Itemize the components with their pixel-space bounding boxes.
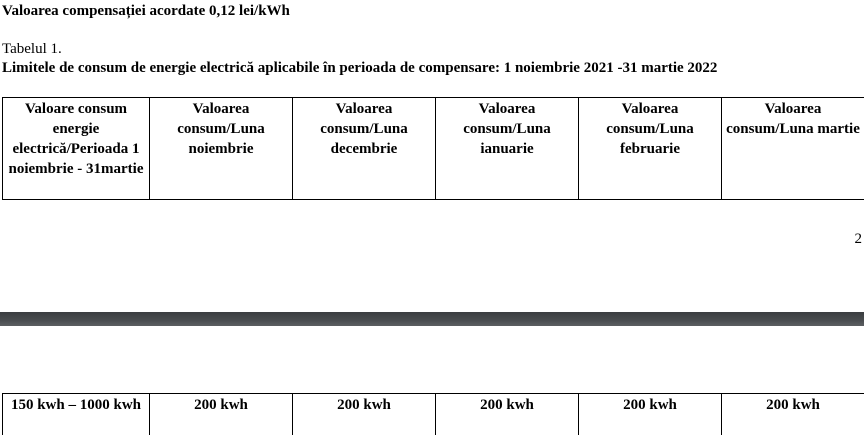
page-number: 2 (854, 231, 862, 247)
value-cell-march: 200 kwh (722, 394, 864, 435)
value-cell-december: 200 kwh (293, 394, 436, 435)
value-cell-november: 200 kwh (150, 394, 293, 435)
value-cell-january: 200 kwh (436, 394, 579, 435)
value-cell-february: 200 kwh (579, 394, 722, 435)
page-separator (0, 312, 864, 326)
header-cell-march: Valoarea consum/Luna martie (722, 98, 864, 200)
header-cell-period: Valoare consum energie electrică/Perioada 1 noiembrie - 31martie (3, 98, 150, 200)
header-cell-december: Valoarea consum/Luna decembrie (293, 98, 436, 200)
table-header-row (3, 98, 864, 200)
consumption-limits-table-values (2, 393, 864, 435)
value-cell-period: 150 kwh – 1000 kwh (3, 394, 150, 435)
table-title: Limitele de consum de energie electrică aplicabile în perioada de compensare: 1 noiembrie 2021 -31 martie 2022 (2, 60, 718, 76)
compensation-value-text: Valoarea compensației acordate 0,12 lei/kWh (2, 3, 290, 19)
table-row (3, 394, 864, 435)
header-cell-january: Valoarea consum/Luna ianuarie (436, 98, 579, 200)
consumption-limits-table-header (2, 97, 864, 200)
header-cell-february: Valoarea consum/Luna februarie (579, 98, 722, 200)
table-caption: Tabelul 1. (2, 41, 62, 57)
header-cell-november: Valoarea consum/Luna noiembrie (150, 98, 293, 200)
